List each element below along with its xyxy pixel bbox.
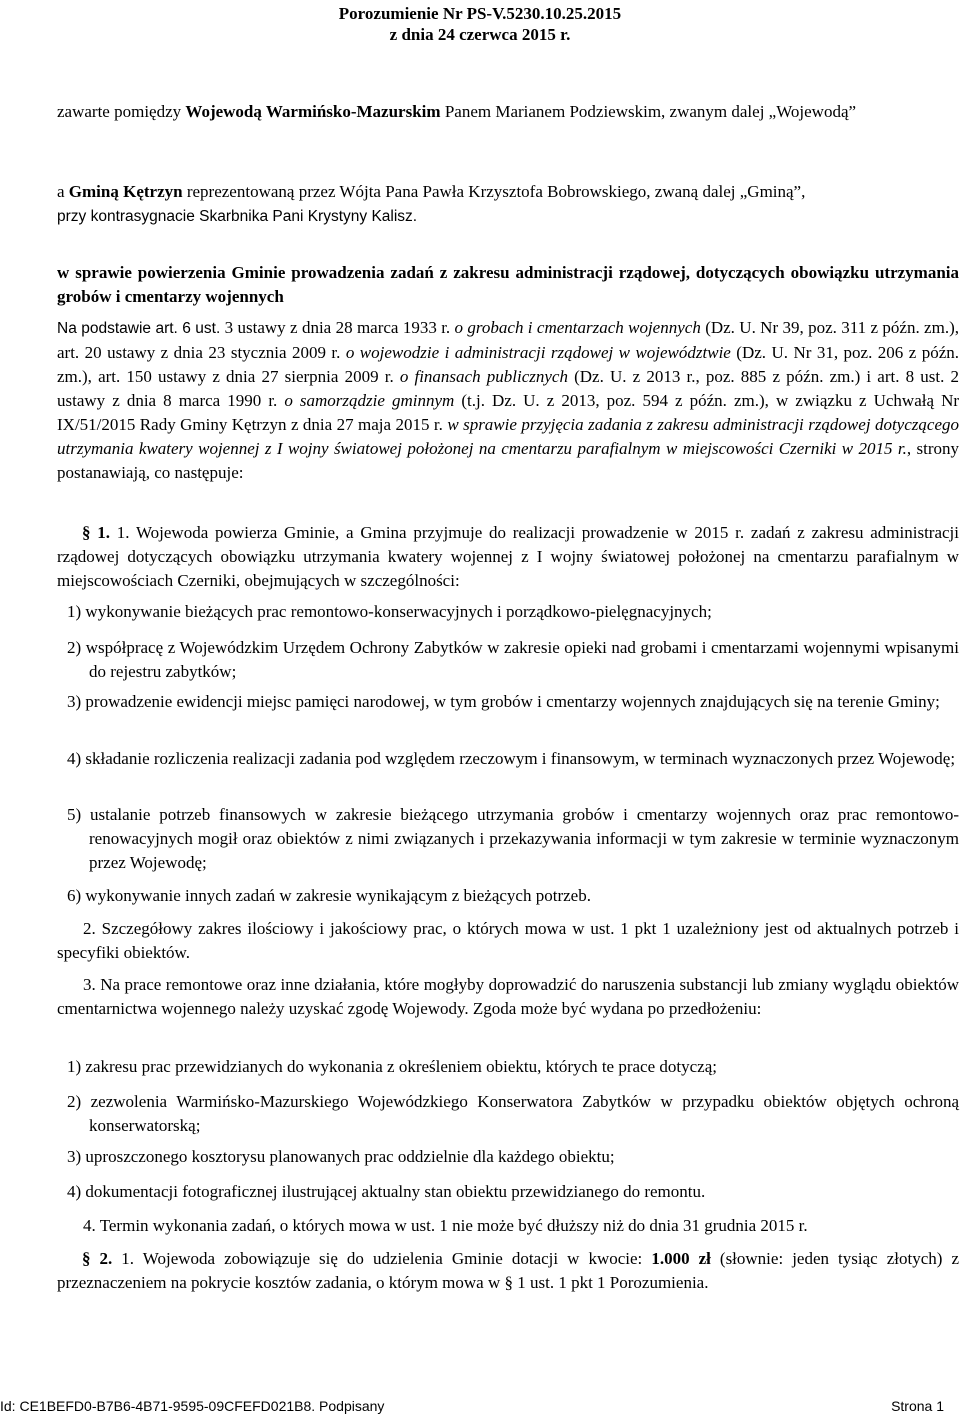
party-1-intro: zawarte pomiędzy bbox=[57, 102, 186, 121]
list-item: 6) wykonywanie innych zadań w zakresie wynikającym z bieżących potrzeb. bbox=[67, 886, 591, 905]
document-title: Porozumienie Nr PS-V.5230.10.25.2015 bbox=[338, 4, 622, 23]
page-footer bbox=[0, 1397, 960, 1415]
basis-act-3: o finansach publicznych bbox=[399, 367, 568, 386]
party-1-rest: Panem Marianem Podziewskim, zwanym dalej „Wojewodą” bbox=[440, 102, 857, 121]
party-2-intro: a bbox=[57, 182, 69, 201]
section-1-paragraph-3: 3. Na prace remontowe oraz inne działania, które mogłyby doprowadzić do naruszenia substancji lub zmiany wyglądu obiektów cmentarnictwa wojennego należy uzyskać zgodę Wojewody. Zgoda może być wydana po przedłożeniu: bbox=[57, 975, 959, 1018]
basis-act-4: o samorządzie gminnym bbox=[284, 391, 455, 410]
list-item: 3) prowadzenie ewidencji miejsc pamięci narodowej, w tym grobów i cmentarzy wojennych znajdujących się na terenie Gminy; bbox=[67, 692, 940, 711]
list-item: 5) ustalanie potrzeb finansowych w zakresie bieżącego utrzymania grobów i cmentarzy wojennych oraz prac remontowo-renowacyjnych mogił oraz obiektów z nimi związanych i przekazywania informacji w tym zakresie w terminie wyznaczonym przez Wojewodę; bbox=[67, 805, 959, 872]
basis-part-8: (Dz. U. z 2013 r., poz. 885 z późn. zm.) i art. 8 ust. 2 ustawy z dnia 8 marca 1990 r. bbox=[57, 367, 959, 410]
list-item: 1) zakresu prac przewidzianych do wykonania z określeniem obiektu, których te prace dotyczą; bbox=[67, 1057, 717, 1076]
list-item: 2) zezwolenia Warmińsko-Mazurskiego Wojewódzkiego Konserwatora Zabytków w przypadku obiektów objętych ochroną konserwatorską; bbox=[67, 1092, 959, 1135]
basis-part-4: (Dz. U. Nr 39, poz. 311 z późn. zm.), art. 20 ustawy z dnia 23 stycznia 2009 r. bbox=[57, 318, 959, 362]
list-item: 4) składanie rozliczenia realizacji zadania pod względem rzeczowym i finansowym, w terminach wyznaczonych przez Wojewodę; bbox=[67, 749, 956, 768]
list-item: 2) współpracę z Wojewódzkim Urzędem Ochrony Zabytków w zakresie opieki nad grobami i cmentarzami wojennymi wpisanymi do rejestru zabytków; bbox=[67, 638, 959, 681]
section-2-text-a: 1. Wojewoda zobowiązuje się do udzielenia Gminie dotacji w kwocie: bbox=[112, 1249, 652, 1268]
basis-closing: , strony postanawiają, co następuje: bbox=[57, 439, 960, 482]
party-2-paragraph bbox=[57, 180, 959, 229]
section-1-paragraph-4: 4. Termin wykonania zadań, o których mowa w ust. 1 nie może być dłuższy niż do dnia 31 grudnia 2015 r. bbox=[83, 1216, 808, 1235]
basis-part-2: 3 ustawy z dnia 28 marca 1933 r. bbox=[220, 318, 455, 337]
party-2-name: Gminą Kętrzyn bbox=[68, 182, 183, 201]
party-2-countersign: przy kontrasygnacie Skarbnika Pani Krystyny Kalisz. bbox=[57, 208, 418, 225]
party-2-rest: reprezentowaną przez Wójta Pana Pawła Krzysztofa Bobrowskiego, zwaną dalej „Gminą”, bbox=[182, 182, 806, 201]
section-2-paragraph-1 bbox=[57, 1247, 959, 1295]
grant-amount: 1.000 zł bbox=[651, 1249, 711, 1268]
section-1-paragraph-1 bbox=[57, 521, 959, 593]
basis-act-2: o wojewodzie i administracji rządowej w województwie bbox=[345, 343, 731, 362]
list-item: 4) dokumentacji fotograficznej ilustrującej aktualny stan obiektu przewidzianego do remontu. bbox=[67, 1182, 706, 1201]
legal-basis-paragraph bbox=[57, 316, 959, 485]
basis-part-10: (t.j. Dz. U. z 2013, poz. 594 z późn. zm.), w związku z Uchwałą Nr IX/51/2015 Rady Gminy Kętrzyn z dnia 27 maja 2015 r. bbox=[57, 391, 960, 434]
section-1-text: 1. Wojewoda powierza Gminie, a Gmina przyjmuje do realizacji prowadzenie w 2015 r. zadań z zakresu administracji rządowej dotyczących obowiązku utrzymania kwatery wojennej z I wojny światowej położonej na cmentarzu parafialnym w miejscowościach Czerniki, obejmujących w szczególności: bbox=[57, 523, 960, 590]
list-item: 3) uproszczonego kosztorysu planowanych prac oddzielnie dla każdego obiektu; bbox=[67, 1147, 615, 1166]
document-date: z dnia 24 czerwca 2015 r. bbox=[389, 25, 571, 44]
list-item: 1) wykonywanie bieżących prac remontowo-konserwacyjnych i porządkowo-pielęgnacyjnych; bbox=[67, 602, 712, 621]
basis-act-1: o grobach i cmentarzach wojennych bbox=[454, 318, 701, 337]
section-1-paragraph-2: 2. Szczegółowy zakres ilościowy i jakościowy prac, o których mowa w ust. 1 pkt 1 uzależniony jest od aktualnych potrzeb i specyfiki obiektów. bbox=[57, 919, 959, 962]
party-1-paragraph bbox=[57, 100, 959, 124]
basis-resolution-title: w sprawie przyjęcia zadania z zakresu administracji rządowej dotyczącego utrzymania kwatery wojennej z I wojny światowej położonej na cmentarzu parafialnym w miejscowości Czerniki w 2015 r. bbox=[57, 415, 959, 458]
page-number: Strona 1 bbox=[891, 1398, 944, 1414]
document-id: Id: CE1BEFD0-B7B6-4B71-9595-09CFEFD021B8. Podpisany bbox=[0, 1398, 385, 1414]
section-1-marker: § 1. bbox=[82, 523, 111, 542]
party-1-name: Wojewodą Warmińsko-Mazurskim bbox=[185, 102, 441, 121]
basis-part-6: (Dz. U. Nr 31, poz. 206 z późn. zm.), art. 150 ustawy z dnia 27 sierpnia 2009 r. bbox=[57, 343, 960, 386]
agreement-subject: w sprawie powierzenia Gminie prowadzenia zadań z zakresu administracji rządowej, dotyczących obowiązku utrzymania grobów i cmentarzy wojennych bbox=[57, 263, 959, 306]
basis-part-1: Na podstawie art. 6 ust. bbox=[57, 320, 221, 337]
section-2-text-b: (słownie: jeden tysiąc złotych) z przeznaczeniem na pokrycie kosztów zadania, o którym mowa w § 1 ust. 1 pkt 1 Porozumienia. bbox=[57, 1249, 960, 1292]
section-2-marker: § 2. bbox=[82, 1249, 113, 1268]
